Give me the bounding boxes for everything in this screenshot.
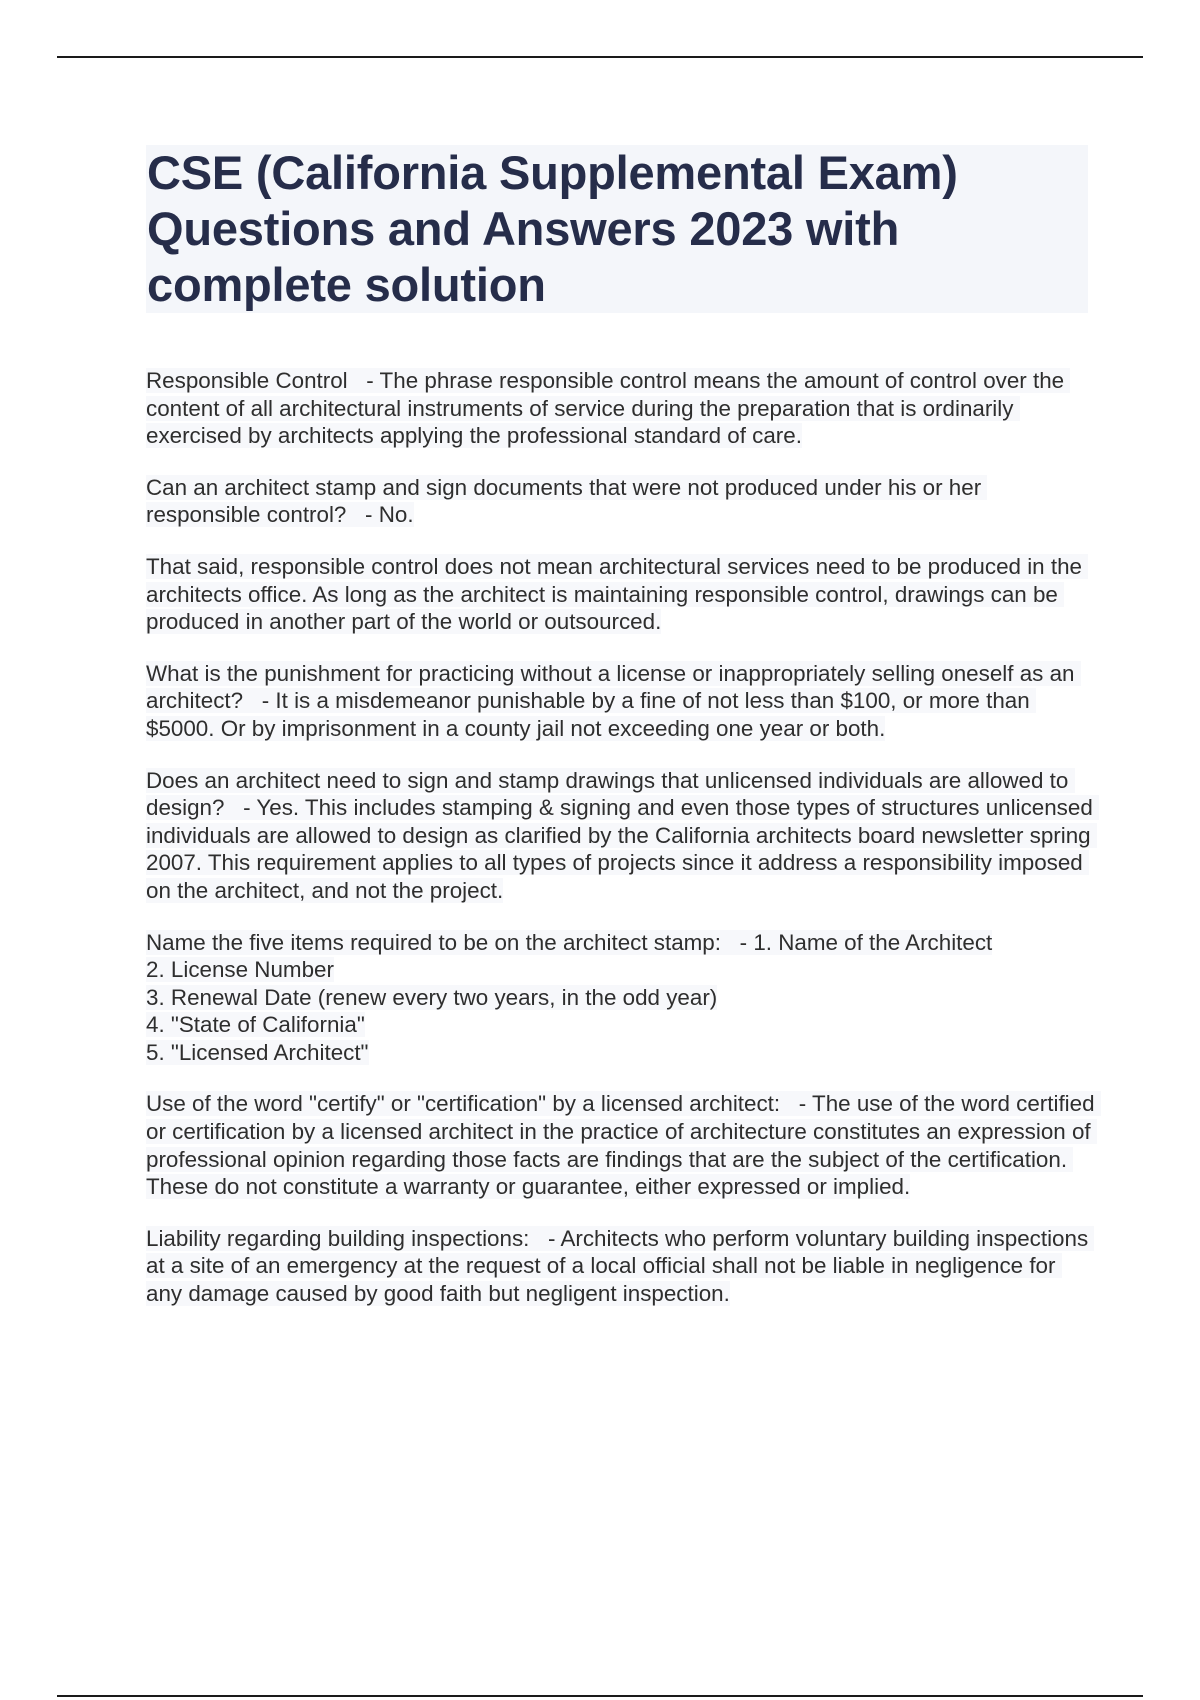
qa-text: Responsible Control - The phrase responsible control means the amount of control over the content of all architectural instruments of service during the preparation that is ordinarily exercised by architects applying the professional standard of care. (146, 368, 1071, 449)
bottom-divider (57, 1695, 1143, 1697)
qa-text: Name the five items required to be on the architect stamp: - 1. Name of the Architect 2. License Number 3. Renewal Date (renew every two years, in the odd year) 4. "State of California" 5. "Licensed Architect" (146, 929, 993, 1065)
qa-text: What is the punishment for practicing without a license or inappropriately selling oneself as an architect? - It is a misdemeanor punishable by a fine of not less than $100, or more than $5000. Or by imprisonment in a county jail not exceeding one year or both. (146, 660, 1081, 741)
title-block (146, 145, 1088, 313)
qa-item (146, 929, 1096, 1067)
qa-text: Liability regarding building inspections: - Architects who perform voluntary building inspections at a site of an emergency at the request of a local official shall not be liable in negligence for any damage caused by good faith but negligent inspection. (146, 1225, 1095, 1307)
qa-item (146, 474, 1096, 529)
qa-item (146, 660, 1096, 743)
qa-text: Use of the word "certify" or "certification" by a licensed architect: - The use of the word certified or certification by a licensed architect in the practice of architecture constitutes an expression of professional opinion regarding those facts are findings that are the subject of the certification. These do not constitute a warranty or guarantee, either expressed or implied. (146, 1091, 1101, 1200)
qa-item (146, 367, 1096, 450)
qa-text: That said, responsible control does not mean architectural services need to be produced in the architects office. As long as the architect is maintaining responsible control, drawings can be produced in another part of the world or outsourced. (146, 553, 1089, 635)
qa-item (146, 1225, 1096, 1308)
qa-list (146, 367, 1101, 1332)
document-title: CSE (California Supplemental Exam) Questions and Answers 2023 with complete solution (147, 146, 958, 311)
qa-item (146, 553, 1096, 636)
top-divider (57, 56, 1143, 58)
qa-text: Can an architect stamp and sign documents that were not produced under his or her responsible control? - No. (146, 474, 988, 528)
qa-item (146, 767, 1100, 905)
qa-item (146, 1090, 1101, 1200)
qa-text: Does an architect need to sign and stamp drawings that unlicensed individuals are allowed to design? - Yes. This includes stamping & signing and even those types of structures unlicensed individuals are allowed to design as clarified by the California architects board newsletter spring 2007. This requirement applies to all types of projects since it address a responsibility imposed on the architect, and not the project. (146, 767, 1100, 903)
